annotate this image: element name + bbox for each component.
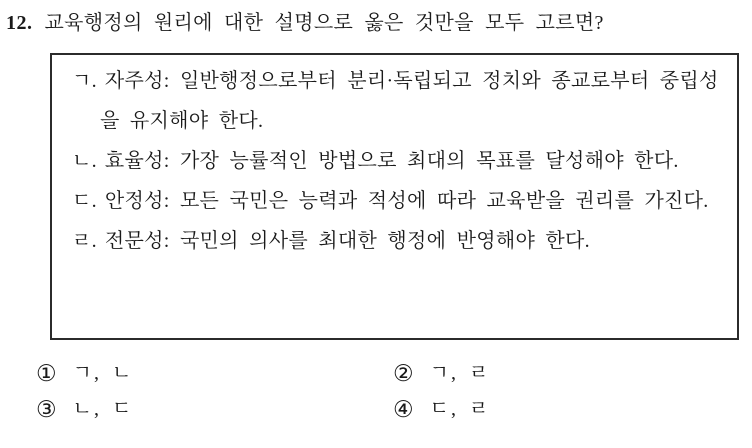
choice-number: ① [36,361,57,386]
choice-text: ㄱ, ㄹ [429,362,491,384]
list-item-nieun [72,141,723,181]
item-text: 자주성: 일반행정으로부터 분리·독립되고 정치와 종교로부터 중립성을 유지해야 한다. [100,70,719,132]
choice-number: ③ [36,397,57,422]
list-item-digeut [72,181,723,221]
item-marker: ㄷ. [72,190,97,212]
item-text: 효율성: 가장 능률적인 방법으로 최대의 목표를 달성해야 한다. [104,150,679,172]
choice-text: ㄱ, ㄴ [72,362,134,384]
item-marker: ㄱ. [72,70,97,92]
stimulus-box [50,53,739,340]
choice-option-2 [393,356,752,391]
choice-number: ④ [393,397,414,422]
item-text: 전문성: 국민의 의사를 최대한 행정에 반영해야 한다. [104,230,590,252]
item-marker: ㄴ. [72,150,97,172]
question-line [6,10,752,36]
choice-text: ㄴ, ㄷ [72,398,134,420]
item-text: 안정성: 모든 국민은 능력과 적성에 따라 교육받을 권리를 가진다. [104,190,709,212]
choice-option-1 [36,356,393,391]
question-number: 12. [6,12,33,34]
list-item-giyeok [72,61,723,141]
choice-text: ㄷ, ㄹ [429,398,491,420]
question-text: 교육행정의 원리에 대한 설명으로 옳은 것만을 모두 고르면? [44,12,604,34]
answer-choices [36,356,752,427]
item-marker: ㄹ. [72,230,97,252]
choice-option-3 [36,392,393,427]
list-item-rieul [72,221,723,261]
choice-number: ② [393,361,414,386]
choice-option-4 [393,392,752,427]
